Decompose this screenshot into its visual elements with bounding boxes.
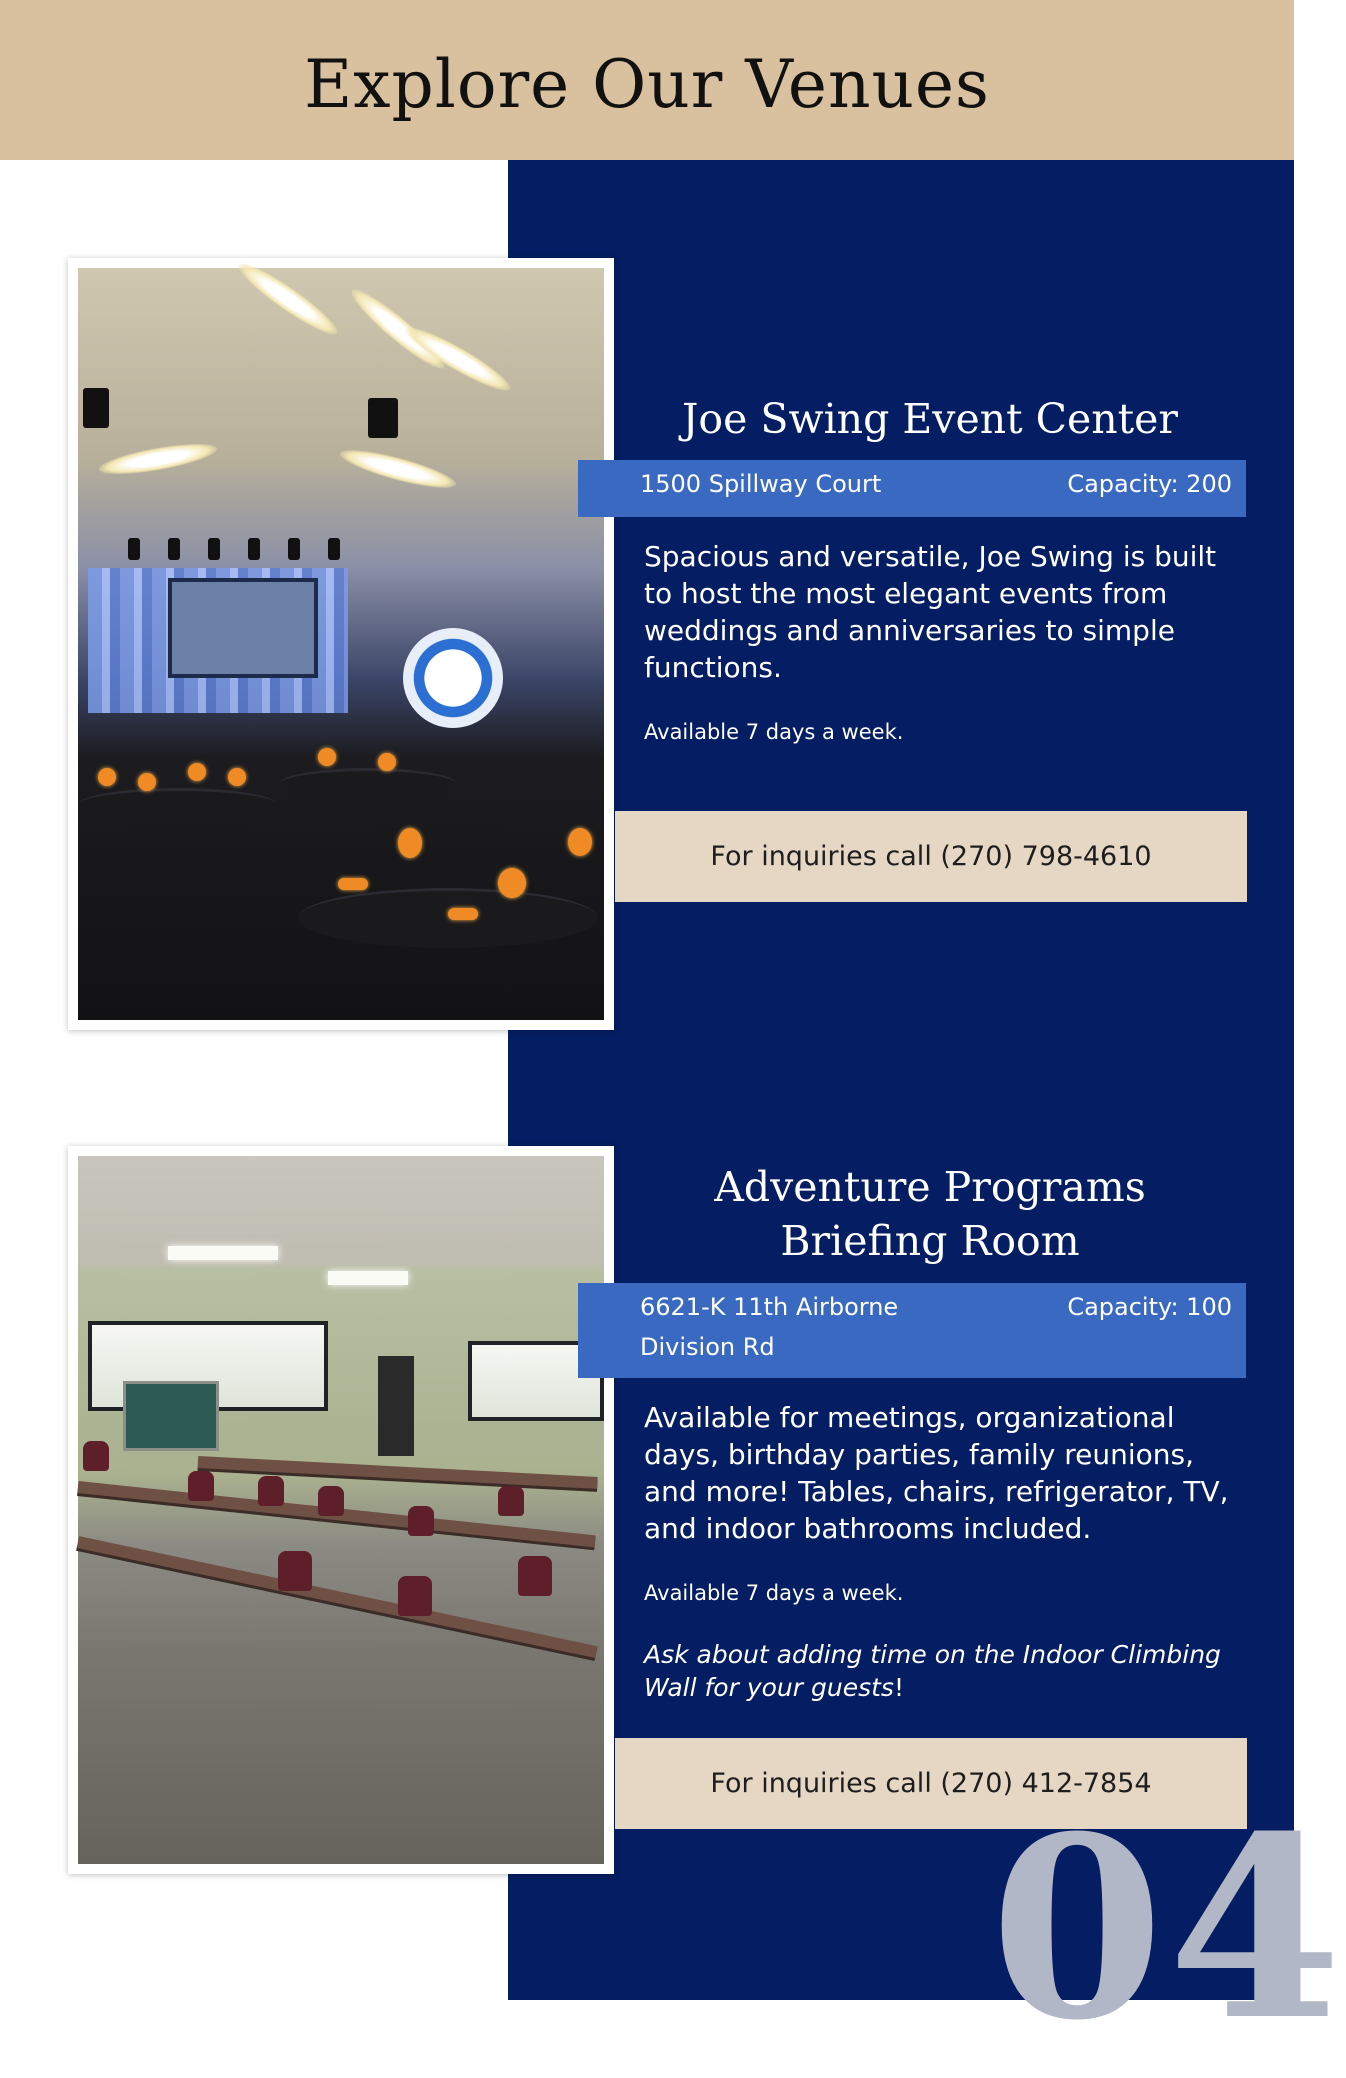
venue-1-title: Joe Swing Event Center <box>681 395 1179 443</box>
venue-2-description: Available for meetings, organizational days, birthday parties, family reunions, and more! Tables, chairs, refrigerator, TV, and indoor bathrooms included. <box>644 1401 1229 1545</box>
venue-1-info-bar <box>578 460 1246 517</box>
venue-1-description: Spacious and versatile, Joe Swing is built to host the most elegant events from weddings and anniversaries to simple functions. <box>644 540 1217 684</box>
venue-1-availability: Available 7 days a week. <box>644 720 904 744</box>
venue-2-climbing-wall-note <box>644 1638 1244 1704</box>
venue-2-note-text: Ask about adding time on the Indoor Climbing Wall for your guests <box>644 1640 1221 1702</box>
page-number-text: 04 <box>990 1781 1346 2075</box>
venue-1-capacity: Capacity: 200 <box>1067 470 1232 498</box>
venue-2-address: 6621-K 11th Airborne Division Rd <box>640 1293 899 1361</box>
venue-2-title-line-1: Adventure Programs <box>714 1163 1146 1211</box>
briefing-room-photo-frame <box>68 1146 614 1874</box>
page-number <box>990 1778 1346 2075</box>
event-center-photo <box>78 268 604 1020</box>
event-center-photo-frame <box>68 258 614 1030</box>
venue-2-note-exclamation: ! <box>893 1673 904 1702</box>
venue-2-title-line-2: Briefing Room <box>780 1217 1080 1265</box>
venue-1-address: 1500 Spillway Court <box>640 470 882 498</box>
page-title: Explore Our Venues <box>304 46 990 123</box>
venue-2-capacity: Capacity: 100 <box>1067 1293 1232 1321</box>
venue-2-title <box>615 1160 1245 1268</box>
venue-2-info-bar <box>578 1283 1246 1378</box>
venue-2-availability: Available 7 days a week. <box>644 1581 904 1605</box>
page-header <box>0 0 1294 160</box>
venue-1-inquiry-banner: For inquiries call (270) 798-4610 <box>615 811 1247 902</box>
venue-2-inquiry-banner: For inquiries call (270) 412-7854 <box>615 1738 1247 1829</box>
briefing-room-photo <box>78 1156 604 1864</box>
